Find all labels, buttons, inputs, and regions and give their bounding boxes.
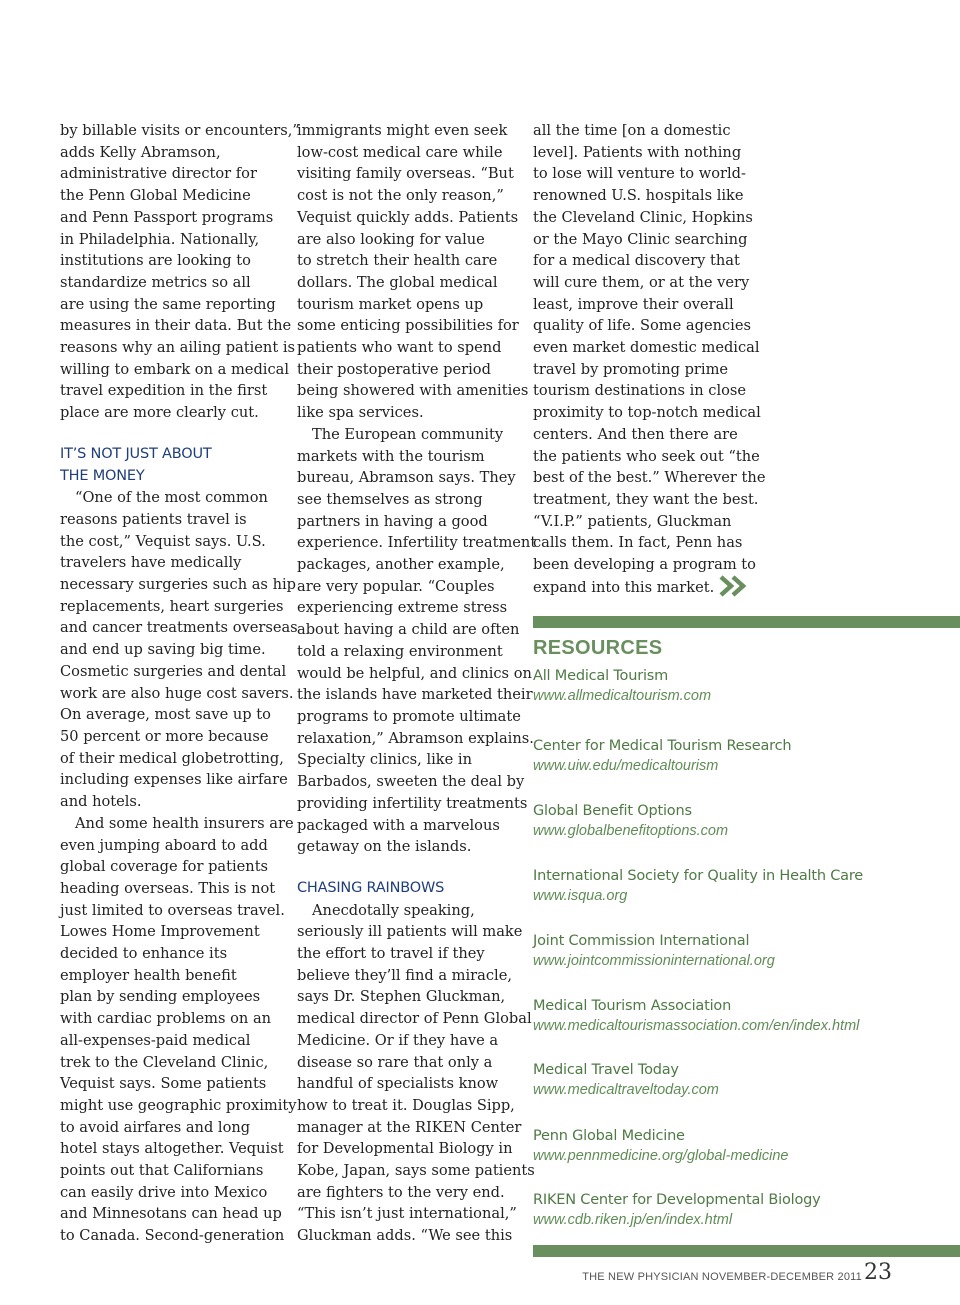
footer-publication: THE NEW PHYSICIAN NOVEMBER-DECEMBER 2011 [582, 1271, 862, 1283]
text-line: low-cost medical care while [297, 143, 503, 161]
resource-url-link[interactable]: www.isqua.org [533, 888, 628, 904]
text-line: been developing a program to [533, 556, 756, 574]
text-line: best of the best.” Wherever the [533, 469, 766, 487]
resource-item [533, 1128, 953, 1164]
text-line: seriously ill patients will make [297, 923, 523, 941]
text-line: travel expedition in the first [60, 382, 268, 400]
text-line: all the time [on a domestic [533, 122, 731, 139]
text-line: told a relaxing environment [297, 642, 503, 660]
text-line: would be helpful, and clinics on [297, 664, 532, 682]
text-line: institutions are looking to [60, 252, 251, 270]
text-line: and Penn Passport programs [60, 208, 274, 226]
text-line: getaway on the islands. [297, 838, 472, 856]
text-line: Anecdotally speaking, [312, 901, 475, 919]
text-line: to Canada. Second-generation [60, 1227, 285, 1245]
text-line: for Developmental Biology in [297, 1140, 513, 1158]
text-line: level]. Patients with nothing [533, 143, 742, 161]
text-line: standardize metrics so all [60, 273, 251, 291]
text-line: reasons patients travel is [60, 510, 247, 528]
text-line: experience. Infertility treatment [297, 534, 537, 552]
text-line: “This isn’t just international,” [297, 1205, 517, 1223]
text-line: Cosmetic surgeries and dental [60, 662, 287, 680]
text-line: for a medical discovery that [533, 252, 740, 270]
text-line: measures in their data. But the [60, 317, 292, 335]
text-line: will cure them, or at the very [533, 273, 750, 291]
text-line: just limited to overseas travel. [60, 901, 285, 919]
resource-item [533, 1062, 953, 1098]
resource-name: International Society for Quality in Health Care [533, 868, 864, 884]
text-line-last: expand into this market. [533, 578, 715, 596]
text-line: believe they’ll find a miracle, [297, 966, 512, 984]
text-line: renowned U.S. hospitals like [533, 187, 744, 205]
resources-title: RESOURCES [533, 637, 663, 659]
text-line: says Dr. Stephen Gluckman, [297, 988, 506, 1006]
text-line: the cost,” Vequist says. U.S. [60, 532, 266, 550]
col1-paragraph-a [60, 120, 300, 424]
text-line: experiencing extreme stress [297, 599, 508, 617]
text-line: providing infertility treatments [297, 794, 528, 812]
resource-item [533, 668, 953, 704]
text-line: hotel stays altogether. Vequist [60, 1140, 284, 1158]
text-line: adds Kelly Abramson, [60, 143, 221, 161]
resource-item [533, 803, 953, 839]
text-line: On average, most save up to [60, 706, 271, 724]
text-line: Kobe, Japan, says some patients [297, 1162, 535, 1180]
text-line: employer health benefit [60, 966, 237, 984]
resource-item [533, 1192, 953, 1228]
resource-name: Medical Tourism Association [533, 998, 732, 1014]
section-heading-money-line-1: IT’S NOT JUST ABOUT [60, 445, 212, 462]
text-line: “One of the most common [75, 489, 268, 507]
text-line: are also looking for value [297, 230, 485, 248]
col3-paragraph [533, 120, 766, 600]
text-line: some enticing possibilities for [297, 317, 519, 335]
text-line: bureau, Abramson says. They [297, 469, 516, 487]
text-line: calls them. In fact, Penn has [533, 534, 743, 552]
text-line: And some health insurers are [75, 814, 294, 832]
text-line [533, 576, 755, 600]
resource-name: Center for Medical Tourism Research [533, 738, 792, 754]
col2-paragraph-b [297, 900, 535, 1247]
section-heading-money-line-2: THE MONEY [60, 467, 145, 484]
text-line: 50 percent or more because [60, 727, 269, 745]
resource-url-link[interactable]: www.cdb.riken.jp/en/index.html [533, 1212, 733, 1228]
text-line: partners in having a good [297, 512, 488, 530]
text-line: or the Mayo Clinic searching [533, 230, 748, 248]
text-line: plan by sending employees [60, 988, 261, 1006]
text-line: treatment, they want the best. [533, 490, 759, 508]
text-line: programs to promote ultimate [297, 707, 521, 725]
article-column-2 [297, 120, 537, 1247]
text-line: heading overseas. This is not [60, 879, 276, 897]
text-line: necessary surgeries such as hip [60, 576, 296, 594]
col2-paragraph-a [297, 120, 537, 858]
text-line: relaxation,” Abramson explains. [297, 729, 534, 747]
text-line: Gluckman adds. “We see this [297, 1227, 513, 1245]
text-line: immigrants might even seek [297, 122, 508, 139]
text-line: willing to embark on a medical [60, 360, 289, 378]
text-line: replacements, heart surgeries [60, 597, 284, 615]
text-line: disease so rare that only a [297, 1053, 493, 1071]
text-line: tourism destinations in close [533, 382, 747, 400]
resource-name: All Medical Tourism [533, 668, 669, 684]
text-line: including expenses like airfare [60, 771, 288, 789]
resource-url-link[interactable]: www.medicaltourismassociation.com/en/index.html [533, 1018, 860, 1034]
text-line: the Cleveland Clinic, Hopkins [533, 208, 753, 226]
resource-item [533, 738, 953, 774]
text-line: tourism market opens up [297, 295, 484, 313]
text-line: by billable visits or encounters,” [60, 122, 300, 139]
text-line: the Penn Global Medicine [60, 187, 251, 205]
double-chevron-right-icon [718, 574, 752, 598]
text-line: Medicine. Or if they have a [297, 1031, 499, 1049]
text-line: like spa services. [297, 404, 424, 422]
text-line: about having a child are often [297, 621, 520, 639]
resource-url-link[interactable]: www.jointcommissioninternational.org [533, 953, 775, 969]
text-line: markets with the tourism [297, 447, 485, 465]
text-line: and cancer treatments overseas [60, 619, 298, 637]
text-line: how to treat it. Douglas Sipp, [297, 1096, 515, 1114]
text-line: are very popular. “Couples [297, 577, 495, 595]
text-line: might use geographic proximity [60, 1096, 297, 1114]
text-line: quality of life. Some agencies [533, 317, 751, 335]
text-line: trek to the Cleveland Clinic, [60, 1053, 269, 1071]
text-line: their postoperative period [297, 360, 491, 378]
text-line: centers. And then there are [533, 425, 738, 443]
text-line: to avoid airfares and long [60, 1118, 251, 1136]
resource-item [533, 868, 953, 904]
text-line: see themselves as strong [297, 490, 483, 508]
text-line: patients who want to spend [297, 339, 502, 357]
text-line: Vequist says. Some patients [60, 1075, 267, 1093]
text-line: are using the same reporting [60, 295, 276, 313]
text-line: manager at the RIKEN Center [297, 1118, 522, 1136]
text-line: even jumping aboard to add [60, 836, 268, 854]
text-line: least, improve their overall [533, 295, 734, 313]
text-line: the patients who seek out “the [533, 447, 760, 465]
article-column-3 [533, 120, 766, 600]
text-line: packaged with a marvelous [297, 816, 500, 834]
text-line: being showered with amenities [297, 382, 529, 400]
resource-name: Penn Global Medicine [533, 1128, 685, 1144]
text-line: the islands have marketed their [297, 686, 533, 704]
text-line: are fighters to the very end. [297, 1183, 505, 1201]
text-line: and Minnesotans can head up [60, 1205, 282, 1223]
resources-top-bar [533, 616, 960, 628]
resource-name: RIKEN Center for Developmental Biology [533, 1192, 821, 1208]
text-line: proximity to top-notch medical [533, 404, 761, 422]
text-line: Lowes Home Improvement [60, 923, 260, 941]
text-line: travelers have medically [60, 554, 242, 572]
text-line: dollars. The global medical [297, 273, 498, 291]
resource-name: Joint Commission International [533, 933, 750, 949]
resource-item [533, 933, 953, 969]
text-line: global coverage for patients [60, 858, 269, 876]
resources-bottom-bar [533, 1245, 960, 1257]
text-line: work are also huge cost savers. [60, 684, 294, 702]
resource-url-link[interactable]: www.globalbenefitoptions.com [533, 823, 729, 839]
text-line: and end up saving big time. [60, 641, 266, 659]
resource-url-link[interactable]: www.pennmedicine.org/global-medicine [533, 1148, 789, 1164]
text-line: to lose will venture to world- [533, 165, 746, 183]
text-line: points out that Californians [60, 1162, 264, 1180]
text-line: packages, another example, [297, 556, 505, 574]
text-line: travel by promoting prime [533, 360, 729, 378]
text-line: the effort to travel if they [297, 945, 485, 963]
text-line: handful of specialists know [297, 1075, 499, 1093]
text-line: The European community [312, 425, 504, 443]
page-number: 23 [864, 1260, 892, 1285]
article-column-1 [60, 120, 300, 1247]
text-line: all-expenses-paid medical [60, 1031, 251, 1049]
text-line: even market domestic medical [533, 339, 760, 357]
text-line: “V.I.P.” patients, Gluckman [533, 512, 732, 530]
text-line: place are more clearly cut. [60, 404, 259, 422]
text-line: medical director of Penn Global [297, 1010, 532, 1028]
text-line: in Philadelphia. Nationally, [60, 230, 260, 248]
resource-name: Medical Travel Today [533, 1062, 679, 1078]
col1-paragraph-b [60, 487, 298, 1247]
resource-url-link[interactable]: www.allmedicaltourism.com [533, 688, 712, 704]
text-line: visiting family overseas. “But [297, 165, 514, 183]
text-line: can easily drive into Mexico [60, 1183, 268, 1201]
text-line: with cardiac problems on an [60, 1010, 272, 1028]
text-line: of their medical globetrotting, [60, 749, 284, 767]
text-line: Barbados, sweeten the deal by [297, 773, 525, 791]
resource-url-link[interactable]: www.uiw.edu/medicaltourism [533, 758, 719, 774]
text-line: administrative director for [60, 165, 257, 183]
text-line: to stretch their health care [297, 252, 498, 270]
text-line: and hotels. [60, 793, 142, 811]
resource-url-link[interactable]: www.medicaltraveltoday.com [533, 1082, 719, 1098]
text-line: Vequist quickly adds. Patients [297, 208, 519, 226]
text-line: cost is not the only reason,” [297, 187, 504, 205]
text-line: Specialty clinics, like in [297, 751, 472, 769]
resource-item [533, 998, 953, 1034]
text-line: decided to enhance its [60, 945, 228, 963]
text-line: reasons why an ailing patient is [60, 339, 295, 357]
section-heading-chasing-rainbows: CHASING RAINBOWS [297, 879, 445, 896]
resource-name: Global Benefit Options [533, 803, 692, 819]
